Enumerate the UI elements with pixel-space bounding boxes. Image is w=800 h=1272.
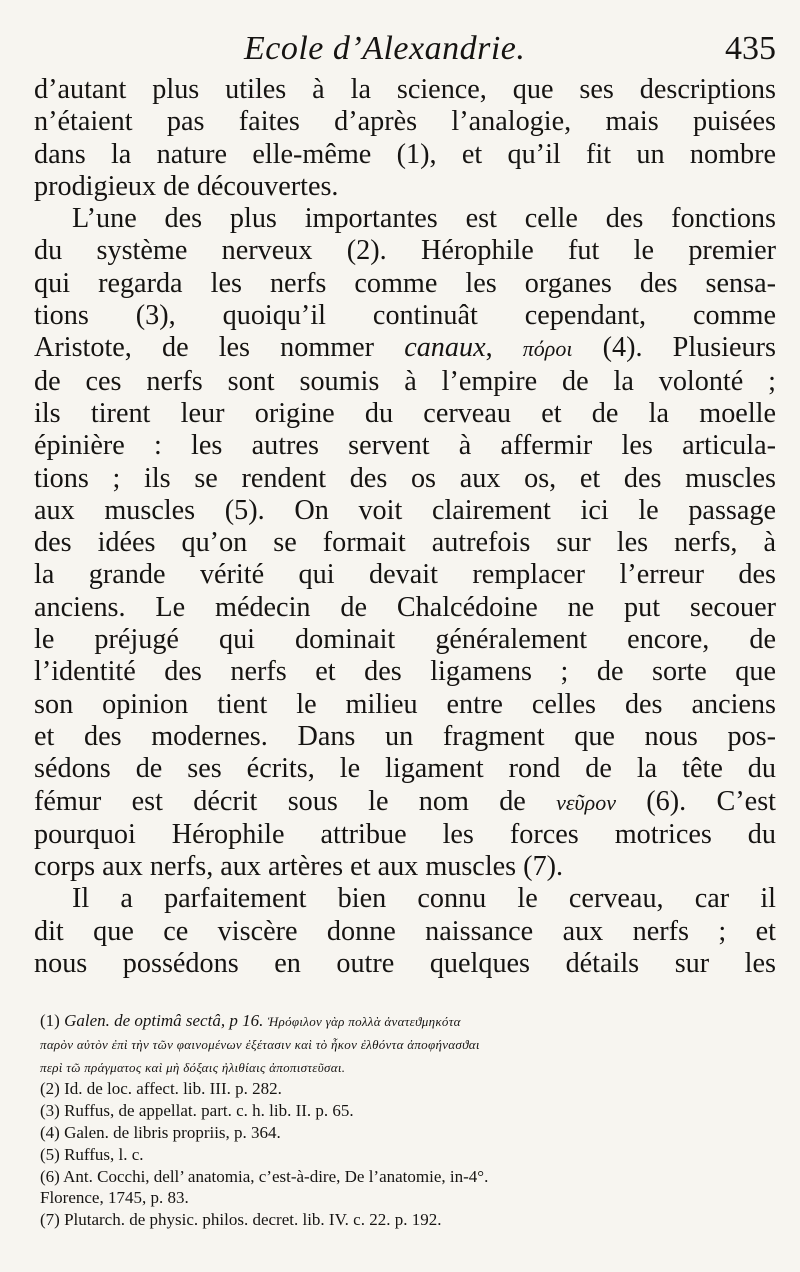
footnote-3: (3) Ruffus, de appellat. part. c. h. lib. II. p. 65. (40, 1101, 354, 1121)
footnotes (40, 1010, 760, 1231)
greek-quote: Ἡρόφιλον γὰρ πολλὰ ἀνατεϑμηκότα (267, 1014, 461, 1029)
text-line: et des modernes. Dans un fragment que nous pos- (34, 720, 776, 752)
text-line: aux muscles (5). On voit clairement ici le passage (34, 494, 776, 526)
greek-quote: παρὸν αὐτὸν ἐπὶ τὴν τῶν φαινομένων ἐξέτασιν καὶ τὸ ἦκον ἐλθόντα ἀποφήνασϑαι (40, 1036, 480, 1052)
footnote-label: (1) (40, 1011, 60, 1030)
text-run: (4). Plusieurs (572, 332, 777, 364)
text-line: son opinion tient le milieu entre celles des anciens (34, 688, 776, 720)
text-line: épinière : les autres servent à affermir les articula- (34, 430, 776, 462)
footnote-4: (4) Galen. de libris propriis, p. 364. (40, 1122, 281, 1142)
text-line: L’une des plus importantes est celle des fonctions (72, 203, 776, 235)
text-line-femur (34, 786, 776, 819)
footnote-1-cont (40, 1033, 760, 1056)
text-line: tions (3), quoiqu’il continuât cependant, comme (34, 300, 776, 332)
greek-term: πόροι (522, 336, 573, 362)
running-title: Ecole d’Alexandrie. (244, 30, 526, 67)
text-line: l’identité des nerfs et des ligamens ; de sorte que (34, 656, 776, 688)
footnote-1 (40, 1010, 760, 1033)
text-line: corps aux nerfs, aux artères et aux muscles (7). (34, 851, 564, 883)
italic-term: canaux (404, 332, 486, 364)
main-text (34, 74, 776, 980)
text-line: le préjugé qui dominait généralement encore, de (34, 624, 776, 656)
footnote-6: (6) Ant. Cocchi, dell’ anatomia, c’est-à-dire, De l’anatomie, in-4°. (40, 1166, 489, 1186)
text-line: Il a parfaitement bien connu le cerveau, car il (72, 883, 776, 915)
text-line: sédons de ses écrits, le ligament rond de la tête du (34, 753, 776, 785)
text-line: qui regarda les nerfs comme les organes des sensa- (34, 267, 776, 299)
book-page (34, 30, 776, 980)
footnote-2: (2) Id. de loc. affect. lib. III. p. 282. (40, 1079, 282, 1099)
text-run: fémur est décrit sous le nom de (34, 785, 557, 817)
footnote-7: (7) Plutarch. de physic. philos. decret. lib. IV. c. 22. p. 192. (40, 1210, 442, 1230)
footnote-1-cont (40, 1056, 760, 1079)
greek-quote: περὶ τῶ πράγματος καὶ μὴ δόξαις ἠλιθίαις ἀποπιστεῦσαι. (40, 1059, 346, 1075)
text-line: ils tirent leur origine du cerveau et de la moelle (34, 397, 776, 429)
footnote-ref: Galen. de optimâ sectâ, p 16. (64, 1011, 264, 1030)
text-line: dans la nature elle-même (1), et qu’il fit un nombre (34, 138, 776, 170)
text-line: anciens. Le médecin de Chalcédoine ne put secouer (34, 591, 776, 623)
footnote-6-cont: Florence, 1745, p. 83. (40, 1188, 189, 1208)
text-line: tions ; ils se rendent des os aux os, et des muscles (34, 462, 776, 494)
text-line: n’étaient pas faites d’après l’analogie, mais puisées (34, 106, 776, 138)
text-line: la grande vérité qui devait remplacer l’erreur des (34, 559, 776, 591)
page-header (34, 30, 776, 74)
text-line: dit que ce viscère donne naissance aux nerfs ; et (34, 915, 776, 947)
text-line: nous possédons en outre quelques détails sur les (34, 948, 776, 980)
text-line: prodigieux de découvertes. (34, 170, 339, 202)
text-line: du système nerveux (2). Hérophile fut le premier (34, 235, 776, 267)
text-line: d’autant plus utiles à la science, que ses descriptions (34, 74, 776, 105)
text-line: des idées qu’on se formait autrefois sur les nerfs, à (34, 527, 776, 559)
footnote-5: (5) Ruffus, l. c. (40, 1144, 144, 1164)
text-run: , (485, 332, 523, 364)
text-line: pourquoi Hérophile attribue les forces motrices du (34, 818, 776, 850)
page-number: 435 (725, 30, 776, 67)
text-line-aristote (34, 332, 776, 365)
text-run: (6). C’est (615, 785, 776, 817)
greek-term: νεῦρον (556, 789, 616, 815)
text-run: Aristote, de les nommer (34, 332, 405, 364)
text-line: de ces nerfs sont soumis à l’empire de la volonté ; (34, 365, 776, 397)
